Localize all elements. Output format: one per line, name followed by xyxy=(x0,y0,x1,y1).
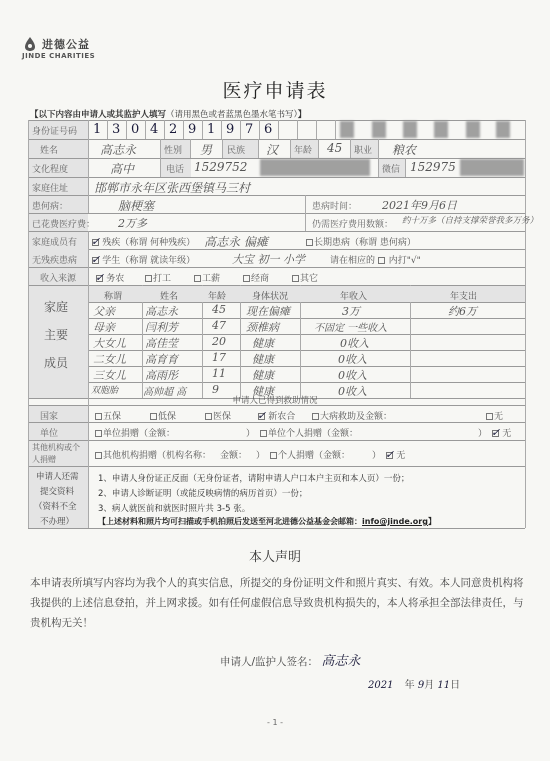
instruction-mid: 内打 xyxy=(388,256,407,266)
health-cell: 现在偏瘫 xyxy=(246,305,290,318)
income-cell: 0收入 xyxy=(338,385,367,398)
aid-option[interactable] xyxy=(150,409,176,422)
checkbox-icon[interactable] xyxy=(486,413,493,420)
disease-value: 脑梗塞 xyxy=(118,199,155,213)
option-label: 大病救助及金额： xyxy=(320,412,393,422)
instruction-text: 请在相应的 xyxy=(330,256,376,266)
age-cell: 11 xyxy=(212,367,226,380)
age-label: 年龄 xyxy=(294,146,313,156)
name-value: 高志永 xyxy=(100,143,137,157)
health-cell: 健康 xyxy=(252,337,274,350)
check-mark-icon: ✓ xyxy=(91,235,101,248)
option-label: 新农合 xyxy=(268,412,296,422)
ethnic-value: 汉 xyxy=(266,143,279,157)
box-icon xyxy=(378,257,385,264)
relation-cell: 大女儿 xyxy=(93,337,126,350)
redaction-block xyxy=(434,121,448,138)
jinde-logo-icon xyxy=(22,36,38,52)
aid-option[interactable] xyxy=(486,409,503,422)
material-footer xyxy=(98,516,436,527)
aid-option-close: ） xyxy=(372,451,382,461)
disability-value: 高志永 偏瘫 xyxy=(204,235,268,249)
option-label: 工薪 xyxy=(202,274,221,284)
expense-cell: 约6万 xyxy=(448,305,477,318)
check-mark-icon: ✓ xyxy=(91,253,101,266)
option-label: 其它 xyxy=(300,274,319,284)
student-value: 大宝 初一 小学 xyxy=(232,253,305,266)
page-number: - 1 - xyxy=(267,718,283,727)
name-label: 姓名 xyxy=(40,146,59,156)
signature-line xyxy=(220,650,360,669)
income-option-farming[interactable] xyxy=(96,271,124,284)
ethnic-label: 民族 xyxy=(227,146,246,156)
no-disability-label: 无残疾患病 xyxy=(32,256,78,266)
materials-label: 不办理） xyxy=(40,517,75,527)
edu-value: 高中 xyxy=(110,162,135,176)
aid-other-label: 其他机构或个 xyxy=(32,443,80,452)
aid-option-close: ） xyxy=(246,429,256,439)
table-header: 年龄 xyxy=(208,292,227,302)
id-digit: 9 xyxy=(188,122,197,137)
disability-option[interactable] xyxy=(92,235,195,248)
family-side-label: 成员 xyxy=(44,356,69,370)
gender-value: 男 xyxy=(200,143,213,157)
logo-en-text: JINDE CHARITIES xyxy=(22,52,96,60)
health-cell: 健康 xyxy=(252,369,274,382)
checkbox-icon[interactable] xyxy=(270,452,277,459)
signature-value: 高志永 xyxy=(321,654,361,669)
materials-label: 提交资料 xyxy=(40,487,75,497)
age-cell: 17 xyxy=(212,351,226,364)
fill-instruction xyxy=(30,108,306,120)
checkbox-icon[interactable] xyxy=(243,275,250,282)
relation-cell: 三女儿 xyxy=(93,369,126,382)
checkbox-icon[interactable] xyxy=(95,452,102,459)
income-option-work[interactable] xyxy=(145,271,171,284)
materials-label: 申请人还需 xyxy=(36,472,79,482)
date-month: 9 xyxy=(417,680,425,691)
relation-cell: 母亲 xyxy=(93,321,115,334)
relation-cell: 二女儿 xyxy=(93,353,126,366)
address-value: 邯郸市永年区张西堡镇马三村 xyxy=(94,181,251,195)
family-side-label: 家庭 xyxy=(44,300,69,314)
id-digit: 6 xyxy=(264,122,273,137)
option-label: 无 xyxy=(396,451,406,461)
aid-option[interactable] xyxy=(95,448,211,461)
aid-other-label-2: 人捐赠 xyxy=(32,455,56,464)
aid-option[interactable] xyxy=(95,409,121,422)
aid-option[interactable] xyxy=(205,409,231,422)
option-label: 个人捐赠（金额： xyxy=(278,451,351,461)
income-option-other[interactable] xyxy=(292,271,318,284)
income-cell: 不固定 一些收入 xyxy=(314,323,388,334)
id-digit: 1 xyxy=(93,122,102,137)
relation-cell: 双胞胎 xyxy=(91,386,119,396)
note-paren: （请用黑色或者蓝黑色墨水笔书写） xyxy=(166,110,298,120)
table-header: 姓名 xyxy=(160,292,179,302)
relation-cell: 父亲 xyxy=(93,305,115,318)
check-mark-icon: ✓ xyxy=(257,409,267,422)
checkbox-icon[interactable] xyxy=(194,275,201,282)
income-cell: 3万 xyxy=(342,305,360,318)
table-header: 称谓 xyxy=(104,292,123,302)
checkbox-icon[interactable] xyxy=(145,275,152,282)
email-link[interactable]: info@jinde.org xyxy=(362,517,428,526)
id-digit: 3 xyxy=(112,122,121,137)
material-item: 3、病人就医前和就医时照片共 3-5 张。 xyxy=(98,504,251,514)
option-label: 医保 xyxy=(213,412,232,422)
check-instruction xyxy=(330,253,421,266)
option-label: 其他机构捐赠（机构名称： xyxy=(103,451,212,461)
job-value: 粮农 xyxy=(392,143,417,157)
id-digit: 9 xyxy=(226,122,235,137)
aid-option[interactable] xyxy=(312,409,392,422)
date-m-unit: 月 xyxy=(424,680,435,691)
income-option-business[interactable] xyxy=(243,271,269,284)
date-y-unit: 年 xyxy=(404,680,415,691)
id-digit: 7 xyxy=(245,122,254,137)
health-cell: 健康 xyxy=(252,385,274,398)
wechat-value: 152975 xyxy=(410,160,456,174)
income-cell: 0收入 xyxy=(338,353,367,366)
redaction-block xyxy=(260,159,370,176)
checkbox-icon[interactable] xyxy=(306,239,313,246)
table-header: 身体状况 xyxy=(252,292,289,302)
phone-value: 1529752 xyxy=(194,160,248,174)
signature-date xyxy=(368,676,460,691)
date-year: 2021 xyxy=(368,680,394,691)
signature-label: 申请人/监护人签名： xyxy=(220,656,319,668)
aid-option-close: ） xyxy=(256,451,266,461)
member-name-cell: 高育育 xyxy=(145,353,178,366)
logo xyxy=(22,36,90,52)
member-name-cell: 高帅超 高 xyxy=(143,387,187,398)
health-cell: 颈椎病 xyxy=(246,321,279,334)
checkbox-icon[interactable] xyxy=(150,413,157,420)
aid-option[interactable] xyxy=(386,448,405,461)
gender-label: 性别 xyxy=(164,146,183,156)
date-label: 患病时间： xyxy=(312,202,358,212)
income-cell: 0收入 xyxy=(340,337,369,350)
member-name-cell: 高雨彤 xyxy=(145,369,178,382)
material-item: 1、申请人身份证正反面（无身份证者，请附申请人户口本户主页和本人页）一份； xyxy=(98,474,410,484)
date-day: 11 xyxy=(437,680,451,691)
check-mark-icon: ✓ xyxy=(95,271,105,284)
checkbox-icon[interactable] xyxy=(312,413,319,420)
member-name-cell: 高志永 xyxy=(145,305,178,318)
declaration-title: 本人声明 xyxy=(248,550,301,565)
checkbox-icon[interactable] xyxy=(260,430,267,437)
redaction-block xyxy=(340,121,354,138)
need-label: 仍需医疗费用数额： xyxy=(312,220,394,230)
student-option[interactable] xyxy=(92,253,195,266)
age-cell: 45 xyxy=(212,303,226,316)
income-source-label: 收入来源 xyxy=(40,274,77,284)
age-cell: 20 xyxy=(212,335,226,348)
chronic-illness-option-label: 长期患病（称谓 患何病） xyxy=(314,238,416,248)
page-title: 医疗申请表 xyxy=(222,80,328,102)
option-label: 五保 xyxy=(103,412,122,422)
aid-option[interactable] xyxy=(270,448,350,461)
note-main: 【以下内容由申请人或其监护人填写 xyxy=(30,110,167,120)
id-digit: 0 xyxy=(131,122,140,137)
family-disability-label: 家庭成员有 xyxy=(32,238,78,248)
redaction-block xyxy=(460,159,524,176)
aid-unit-label: 单位 xyxy=(40,429,59,439)
redaction-block xyxy=(372,121,386,138)
aid-option-close: ） xyxy=(478,429,488,439)
checkbox-icon[interactable] xyxy=(95,413,102,420)
income-cell: 0收入 xyxy=(338,369,367,382)
income-option-salary[interactable] xyxy=(194,271,220,284)
materials-label: （资料不全 xyxy=(34,502,77,512)
id-label: 身份证号码 xyxy=(32,127,78,137)
chronic-illness-option[interactable] xyxy=(306,235,416,248)
id-digit: 1 xyxy=(207,122,216,137)
edu-label: 文化程度 xyxy=(32,165,69,175)
check-mark-icon: ✓ xyxy=(491,426,501,439)
aid-option[interactable] xyxy=(258,409,295,422)
family-side-label: 主要 xyxy=(44,328,69,342)
age-cell: 9 xyxy=(212,383,219,396)
redaction-block xyxy=(466,121,480,138)
option-label: 务农 xyxy=(106,274,125,284)
logo-cn-text: 进德公益 xyxy=(42,38,90,51)
table-header: 年收入 xyxy=(340,292,368,302)
wechat-label: 微信 xyxy=(382,165,401,175)
need-value: 约十万多（自持支撑荣誉我多万务） xyxy=(402,216,539,226)
disability-option-label: 残疾（称谓 何种残疾） xyxy=(102,238,196,248)
material-item: 2、申请人诊断证明（或能反映病情的病历首页）一份； xyxy=(98,489,308,499)
member-name-cell: 高佳莹 xyxy=(145,337,178,350)
aid-section-title: 申请人已得到救助情况 xyxy=(232,396,318,406)
check-mark-icon: ✓ xyxy=(385,448,395,461)
instruction-end: "√" xyxy=(406,256,421,266)
student-option-label: 学生（称谓 就读年级） xyxy=(102,256,196,266)
aid-option[interactable] xyxy=(260,426,358,439)
declaration-text: 本申请表所填写内容均为我个人的真实信息，所提交的身份证明文件和照片真实、有效。本人同意贵机构将我提供的上述信息登拍，并上网求援。如有任何虚假信息导致贵机构损失的，本人将承担全部法律责任，与贵机构无关！ xyxy=(30,577,524,629)
option-label: 单位捐赠（金额： xyxy=(103,429,176,439)
option-label: 无 xyxy=(502,429,512,439)
aid-option[interactable] xyxy=(95,426,175,439)
note-end: 】 xyxy=(297,110,307,120)
aid-option[interactable] xyxy=(492,426,511,439)
checkbox-icon[interactable] xyxy=(292,275,299,282)
table-header: 年支出 xyxy=(450,292,478,302)
aid-amount-label: 金额： xyxy=(220,451,248,461)
member-name-cell: 闫利芳 xyxy=(145,321,178,334)
option-label: 低保 xyxy=(158,412,177,422)
option-label: 单位个人捐赠（金额： xyxy=(268,429,359,439)
health-cell: 健康 xyxy=(252,353,274,366)
date-value: 2021年9月6日 xyxy=(382,199,457,212)
option-label: 经商 xyxy=(251,274,270,284)
checkbox-icon[interactable] xyxy=(95,430,102,437)
age-value: 45 xyxy=(327,141,343,155)
material-footer-text: 【上述材料和照片均可扫描或手机拍照后发送至河北进德公益基金会邮箱： xyxy=(98,517,362,526)
checkbox-icon[interactable] xyxy=(205,413,212,420)
spent-value: 2万多 xyxy=(118,217,147,230)
address-label: 家庭住址 xyxy=(32,184,69,194)
id-digit: 2 xyxy=(169,122,178,137)
option-label: 打工 xyxy=(153,274,172,284)
option-label: 无 xyxy=(494,412,504,422)
job-label: 职业 xyxy=(354,146,373,156)
aid-national-label: 国家 xyxy=(40,412,59,422)
date-d-unit: 日 xyxy=(450,680,461,691)
spent-label: 已花费医疗费： xyxy=(32,220,96,230)
phone-label: 电话 xyxy=(166,165,185,175)
id-digit: 4 xyxy=(150,122,159,137)
redaction-block xyxy=(496,121,510,138)
redaction-block xyxy=(403,121,417,138)
disease-label: 患何病： xyxy=(32,202,69,212)
age-cell: 47 xyxy=(212,319,226,332)
material-footer-end: 】 xyxy=(427,517,436,526)
